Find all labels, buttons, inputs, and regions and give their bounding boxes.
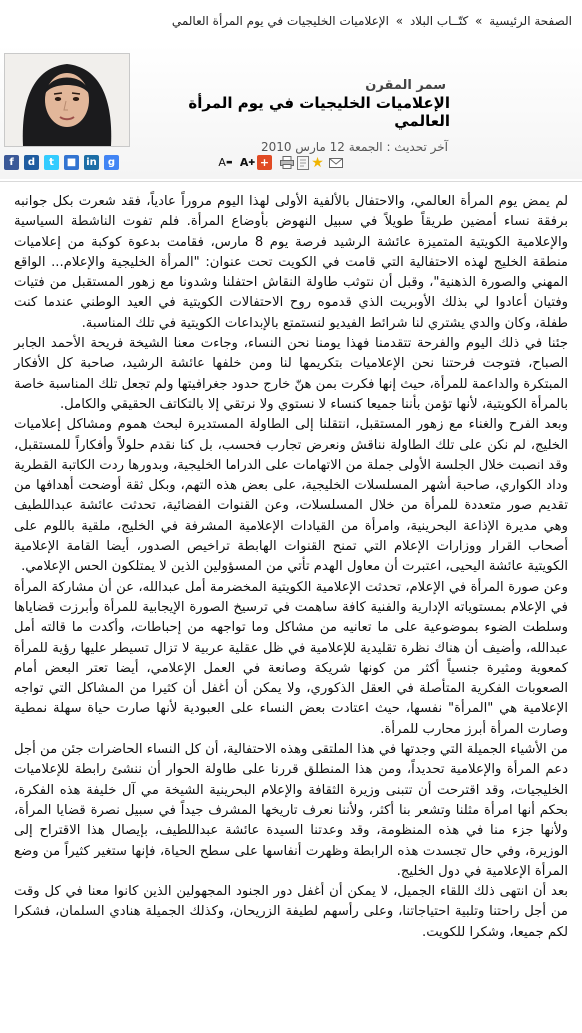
email-icon[interactable] [328,155,343,170]
breadcrumb-section-link[interactable]: كتّــاب البلاد [409,14,469,28]
breadcrumb-separator: » [475,14,483,28]
font-increase-icon[interactable]: A ✚ [239,156,256,169]
article-title: الإعلاميات الخليجيات في يوم المرأة العالمي [188,94,450,130]
social-share-bar [4,155,124,175]
article-body [14,192,568,943]
facebook-icon[interactable]: f [4,155,19,170]
breadcrumb-home-link[interactable]: الصفحة الرئيسية [489,14,572,28]
digg-icon[interactable]: d [24,155,39,170]
article-paragraph: وبعد الفرح والغناء مع زهور المستقبل، انتقلنا إلى الطاولة المستديرة لبحث هموم ومشاكل إعلاميات الخليج، لم نكن على تلك الطاولة نناقش ونعرض تجارب فحسب، بل كنا نقدم حلولاً وأفكاراً للمستقبل، وقد انصبت خلال الجلسة الأولى جملة من الاتهامات على الدراما الخليجية، وبدورها ردت الكاتبة القطرية وداد الكواري، صاحبة أشهر المسلسلات الخليجية، على بعض هذه التهم، وبكل ثقة أوضحت أهدافها من تقديم صور متعددة للمرأة من خلال المسلسلات، وعن القنوات الفضائية، تحدثت عائشة عبداللطيف وهي مديرة الإذاعة البحرينية، وامرأة من القيادات الإعلامية المشرفة في الخليج، ملقية باللوم على أصحاب القرار ووزارات الإعلام التي تمنح القنوات الهابطة تراخيص الصدور، أيضا القامة الإعلامية الكويتية عائشة اليحيى، اعتبرت أن معاول الهدم تأتي من المسؤولين الذين لا يمتلكون الحس الإعلامي. [14,417,568,575]
last-updated-date: آخر تحديث : الجمعة 12 مارس 2010 [260,140,448,154]
print-icon[interactable] [279,155,294,170]
delicious-icon[interactable]: ■ [64,155,79,170]
article-paragraph: وعن صورة المرأة في الإعلام، تحدثت الإعلامية الكويتية المخضرمة أمل عبدالله، عن أن مشاركة المرأة في الإعلام بمستوياته الإدارية والفنية كافة ساهمت في ترسيخ الصورة الإيجابية للمرأة وأبرزت قضاياها وسلطت الضوء بموضوعية على ما تعانيه من مشاكل وما تواجهه من إحباطات، وأكدت ما قالته أمل عبدالله، وأضيف أن هناك نظرة تقليدية للإعلامية في ظل عقلية عربية لا تزال تسيطر عليها رؤية للمرأة كمعوية ومثيرة جنسياً أكثر من كونها شريكة وصانعة في العمل الإعلامي، أيضا تعتر البعض أمام الصعوبات الفكرية المتأصلة في العقل الذكوري، ولا يمكن أن أغفل أن كثيرا من المشاكل التي تواجه الإعلامية هي "المرأة" نفسها، حيث اعتادت بعض النساء على العبودية لأنها صارت حياة سهلة نمطية وصارت المرأة أبرز محارب للمرأة. [14,579,568,737]
font-decrease-icon[interactable]: A ▬ [218,156,233,169]
divider [0,181,582,182]
linkedin-icon[interactable]: in [84,155,99,170]
article-tools [218,154,324,175]
author-name[interactable]: سمر المقرن [365,78,446,93]
bookmark-icon[interactable] [295,155,310,170]
google-icon[interactable]: g [104,155,119,170]
article-paragraph: من الأشياء الجميلة التي وجدتها في هذا الملتقى وهذه الاحتفالية، أن كل النساء الحاضرات جئن من أجل دعم المرأة والإعلامية تحديداً، ومن هذا المنطلق قررنا على طاولة الحوار أن ننشئ رابطة للإعلاميات الخليجيات، وقد اقترحت أن تتبنى وزيرة الثقافة والإعلام البحرينية الشيخة مي آل خليفة هذه الفكرة، بحكم أنها امرأة مثلنا وتشعر بنا أكثر، ولأننا نعرف تاريخها المشرف جيداً في سبيل نصرة قضايا المرأة، ولأنها جزء منا في هذه المنظومة، وقد وعدتنا السيدة عائشة عبداللطيف، بإيصال هذا الاقتراح إلى الوزيرة، وفي حال تجسدت هذه الرابطة وظهرت أنفاسها على سطح الحياة، فإنها ستغير كثيراً من وضع المرأة الإعلامية في دول الخليج. [14,742,568,879]
twitter-icon[interactable]: t [44,155,59,170]
add-icon[interactable]: + [257,155,272,170]
breadcrumb [10,14,572,28]
article-paragraph: جئنا في ذلك اليوم والفرحة تتقدمنا فهذا يومنا نحن النساء، وجاءت معنا الشيخة فريحة الأحمد الجابر الصباح، فتوجت فرحتنا نحن الإعلاميات بتكريمها لنا ومن خلفها عائشة الرشيد، صاحبة كل الأفكار المبتكرة والداعمة للمرأة، حيث إنها فكرت بمن هنّ خارج حدود جغرافيتها ولم تجعل تلك المناسبة خاصة بالمرأة الكويتية، لأنها تؤمن بأننا جميعا كنساء لا نستوي ولا نرتقي إلا بالتكاتف الحقيقي والكامل. [14,336,568,412]
favorite-star-icon[interactable]: ★ [311,154,324,171]
breadcrumb-separator: » [395,14,404,28]
article-paragraph: بعد أن انتهى ذلك اللقاء الجميل، لا يمكن أن أغفل دور الجنود المجهولين الذين كانوا معنا في كل وقت من أجل راحتنا وتلبية احتياجاتنا، وعلى رأسهم لطيفة الزريحان، وكذلك الجميلة هنادي السلمان، فشكرا لكم جميعا، وشكرا للكويت. [14,884,568,940]
breadcrumb-current: الإعلاميات الخليجيات في يوم المرأة العالمي [171,14,389,28]
author-photo [4,53,130,147]
article-paragraph: لم يمض يوم المرأة العالمي، والاحتفال بالألفية الأولى لهذا اليوم مروراً عادياً، فقد شعرت بكل جوانبه برفقة نساء أمضين طريقاً طويلاً في سبيل النهوض بأوضاع المرأة. فلم تفوت الناشطة السياسية والإعلامية الكويتية المتميزة عائشة الرشيد فرصة يوم 8 مارس، فقامت بدعوة كوكبة من إعلاميات منطقة الخليج لهذه الاحتفالية التي قامت في الكويت تحت عنوان: "المرأة الخليجية والإعلام... الواقع المهني والصورة الذهنية"، وقبل أن نتوثب طاولة النقاش احتفلنا وشدونا مع زهور المستقبل من فتيات وفتيان أعادوا لي بذلك الأوبريت الذي قدموه روح الاحتفالات الكويتية في العيد الوطني عندما كنت طفلة، وكان والدي يشتري لنا شرائط الفيديو لنستمتع بالإبداعات الكويتية في تلك المناسبة. [14,194,568,331]
